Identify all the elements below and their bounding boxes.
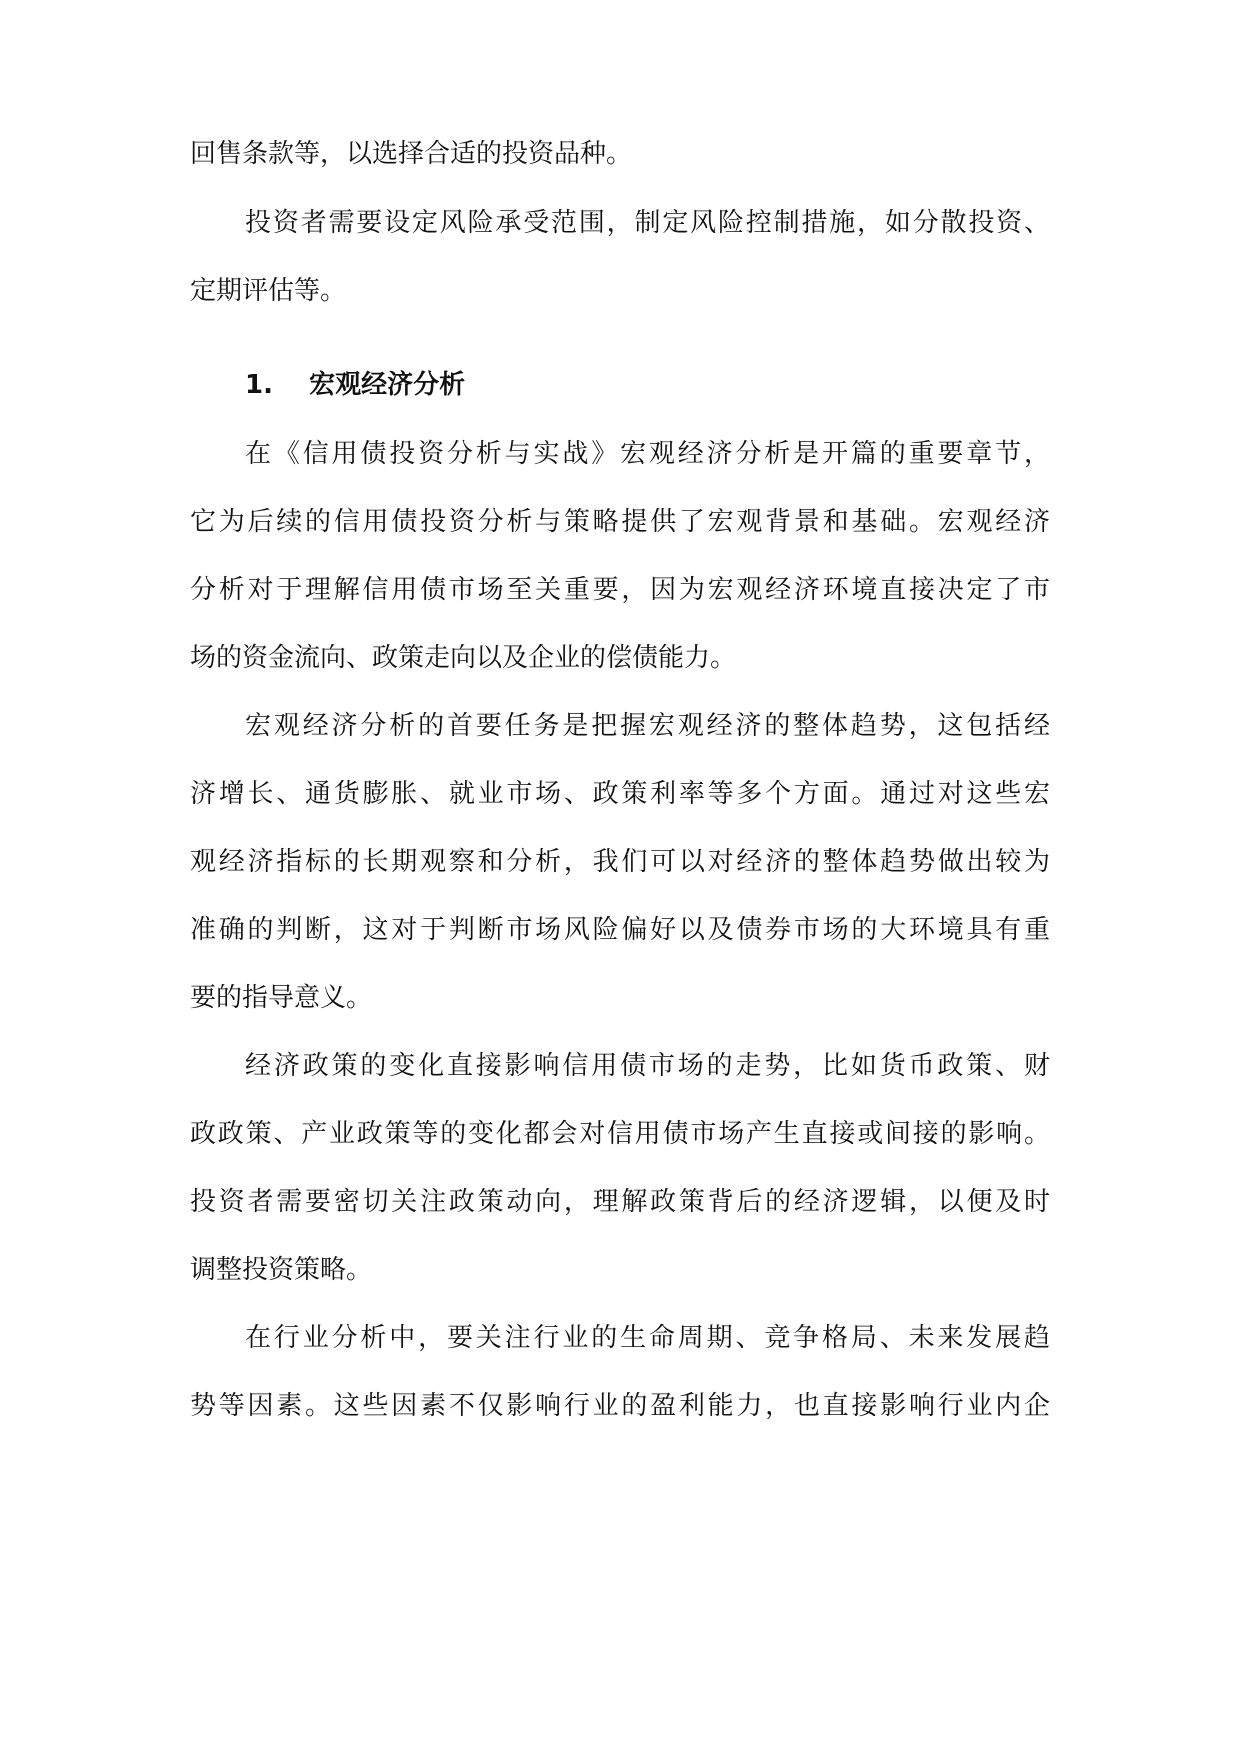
section-title: 宏观经济分析 [309,370,466,400]
p3-line-2: 政政策、产业政策等的变化都会对信用债市场产生直接或间接的影响。 [190,1119,1050,1149]
section-heading [245,368,465,402]
p4-line-2: 势等因素。这些因素不仅影响行业的盈利能力，也直接影响行业内企 [190,1391,1050,1421]
intro-line-2: 投资者需要设定风险承受范围，制定风险控制措施，如分散投资、 [245,208,1050,238]
p3-line-3: 投资者需要密切关注政策动向，理解政策背后的经济逻辑，以便及时 [190,1187,1050,1217]
p3-line-4: 调整投资策略。 [190,1255,373,1285]
p2-line-1: 宏观经济分析的首要任务是把握宏观经济的整体趋势，这包括经 [245,711,1050,741]
intro-line-1: 回售条款等，以选择合适的投资品种。 [190,139,633,169]
p2-line-5: 要的指导意义。 [190,983,373,1013]
intro-line-3: 定期评估等。 [190,276,347,306]
p1-line-4: 场的资金流向、政策走向以及企业的偿债能力。 [190,643,737,673]
p1-line-3: 分析对于理解信用债市场至关重要，因为宏观经济环境直接决定了市 [190,575,1050,605]
p1-line-1: 在《信用债投资分析与实战》宏观经济分析是开篇的重要章节， [245,439,1050,469]
section-number: 1. [245,370,273,400]
p2-line-2: 济增长、通货膨胀、就业市场、政策利率等多个方面。通过对这些宏 [190,779,1050,809]
p1-line-2: 它为后续的信用债投资分析与策略提供了宏观背景和基础。宏观经济 [190,507,1050,537]
p4-line-1: 在行业分析中，要关注行业的生命周期、竞争格局、未来发展趋 [245,1323,1050,1353]
p2-line-3: 观经济指标的长期观察和分析，我们可以对经济的整体趋势做出较为 [190,847,1050,877]
p3-line-1: 经济政策的变化直接影响信用债市场的走势，比如货币政策、财 [245,1051,1050,1081]
p2-line-4: 准确的判断，这对于判断市场风险偏好以及债券市场的大环境具有重 [190,915,1050,945]
